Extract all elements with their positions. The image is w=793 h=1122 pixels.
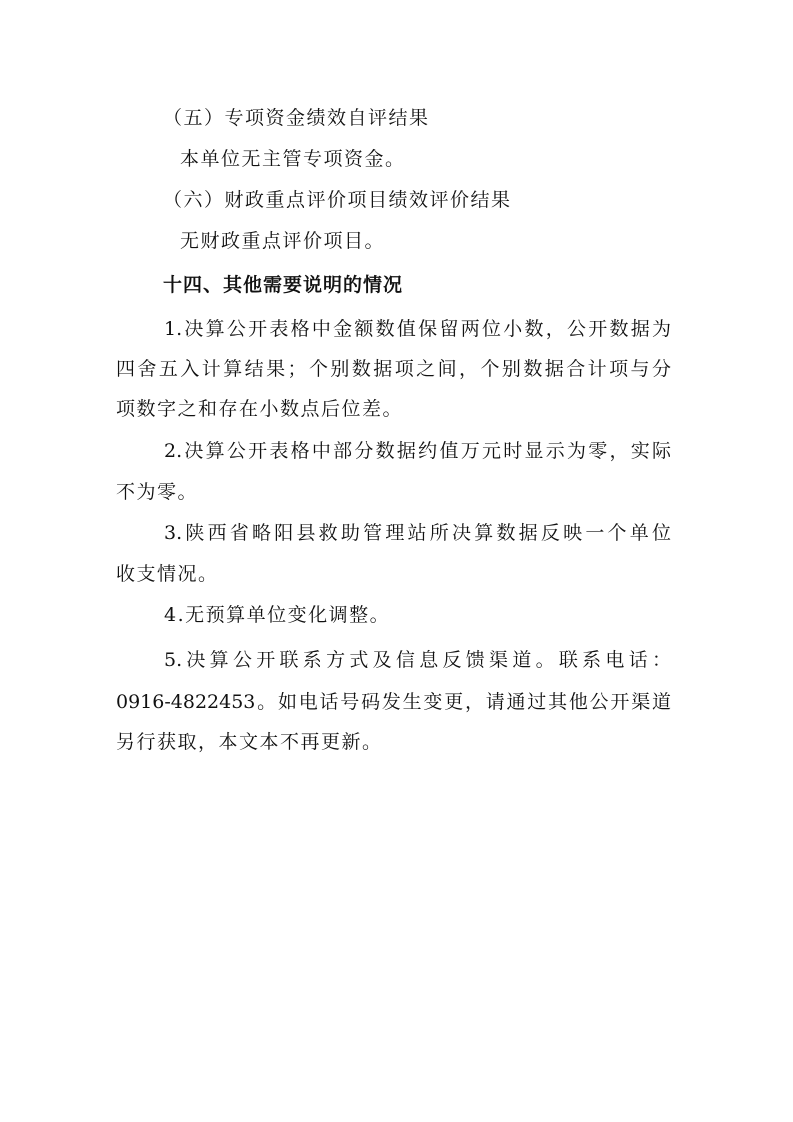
item-1-line-2: 四舍五入计算结果；个别数据项之间，个别数据合计项与分 [116,358,671,380]
item-5-line-3: 另行获取，本文本不再更新。 [116,731,383,753]
section-6-title: （六）财政重点评价项目绩效评价结果 [163,189,512,211]
section-6-body: 无财政重点评价项目。 [180,230,386,252]
item-5-line-2: 0916-4822453。如电话号码发生变更，请通过其他公开渠道 [116,691,671,713]
item-1-line-3: 项数字之和存在小数点后位差。 [116,398,404,420]
item-3-line-2: 收支情况。 [116,563,219,585]
item-2-line-2: 不为零。 [116,481,199,503]
item-1-line-1: 1.决算公开表格中金额数值保留两位小数，公开数据为 [164,318,671,340]
item-3-line-1: 3.陕西省略阳县救助管理站所决算数据反映一个单位 [164,522,671,544]
item-2-line-1: 2.决算公开表格中部分数据约值万元时显示为零，实际 [164,440,671,462]
item-4-line-1: 4.无预算单位变化调整。 [164,604,391,626]
section-5-title: （五）专项资金绩效自评结果 [163,107,430,129]
section-5-body: 本单位无主管专项资金。 [180,148,406,170]
item-5-line-1: 5.决算公开联系方式及信息反馈渠道。联系电话： [164,649,671,671]
section-14-heading: 十四、其他需要说明的情况 [163,274,404,296]
